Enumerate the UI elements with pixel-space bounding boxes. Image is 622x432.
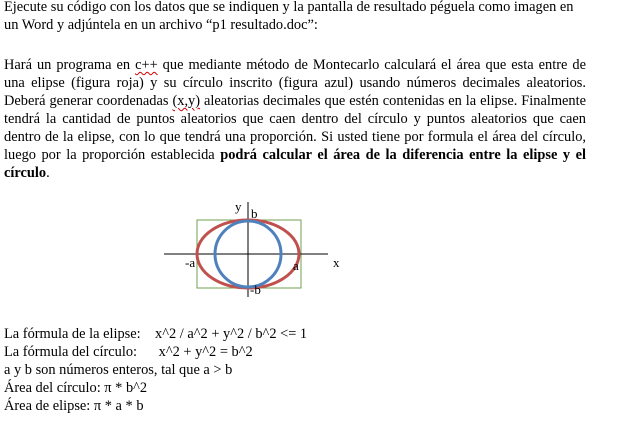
task-description-paragraph <box>4 56 586 182</box>
ellipse-circle-diagram <box>160 198 360 302</box>
label-neg-b: -b <box>250 282 261 297</box>
task-text-1: Hará un programa en <box>4 57 136 73</box>
formulas-block <box>4 325 504 415</box>
label-y: y <box>235 199 242 214</box>
ellipse-formula: La fórmula de la elipse: x^2 / a^2 + y^2 / b^2 <= 1 <box>4 326 308 342</box>
instructions-paragraph: Ejecute su código con los datos que se indiquen y la pantalla de resultado péguela como imagen en un Word y adjúntela en un archivo “p1 resultado.doc”: <box>4 0 574 33</box>
label-a: a <box>293 258 299 273</box>
ellipse-area: Área de elipse: π * a * b <box>4 398 144 414</box>
ab-condition: a y b son números enteros, tal que a > b <box>4 362 233 378</box>
task-coords: (x,y) <box>172 93 201 109</box>
task-text-3: aleatorias decimales que estén contenidas en la elipse. Finalmente tendrá la cantidad de puntos aleatorios que caen dentro del círculo y puntos aleatorios que caen dentro de la elipse, con lo que tendrá una proporción. Si usted tiene por formula el área del círculo, luego por la proporción establecida <box>4 93 587 163</box>
task-language: c++ <box>135 57 158 73</box>
circle-formula: La fórmula del círculo: x^2 + y^2 = b^2 <box>4 344 253 360</box>
label-x: x <box>333 255 340 270</box>
circle-area: Área del círculo: π * b^2 <box>4 380 148 396</box>
label-neg-a: -a <box>185 255 196 270</box>
task-bold-goal: podrá calcular el área de la diferencia entre la elipse y el círculo <box>4 147 586 181</box>
task-text-2: que mediante método de Montecarlo calculará el área que esta entre de una elipse (figura roja) y su círculo inscrito (figura azul) usando números decimales aleatorios. Deberá generar coordenadas <box>4 57 586 109</box>
task-text-end: . <box>46 165 50 181</box>
label-b: b <box>251 206 258 221</box>
